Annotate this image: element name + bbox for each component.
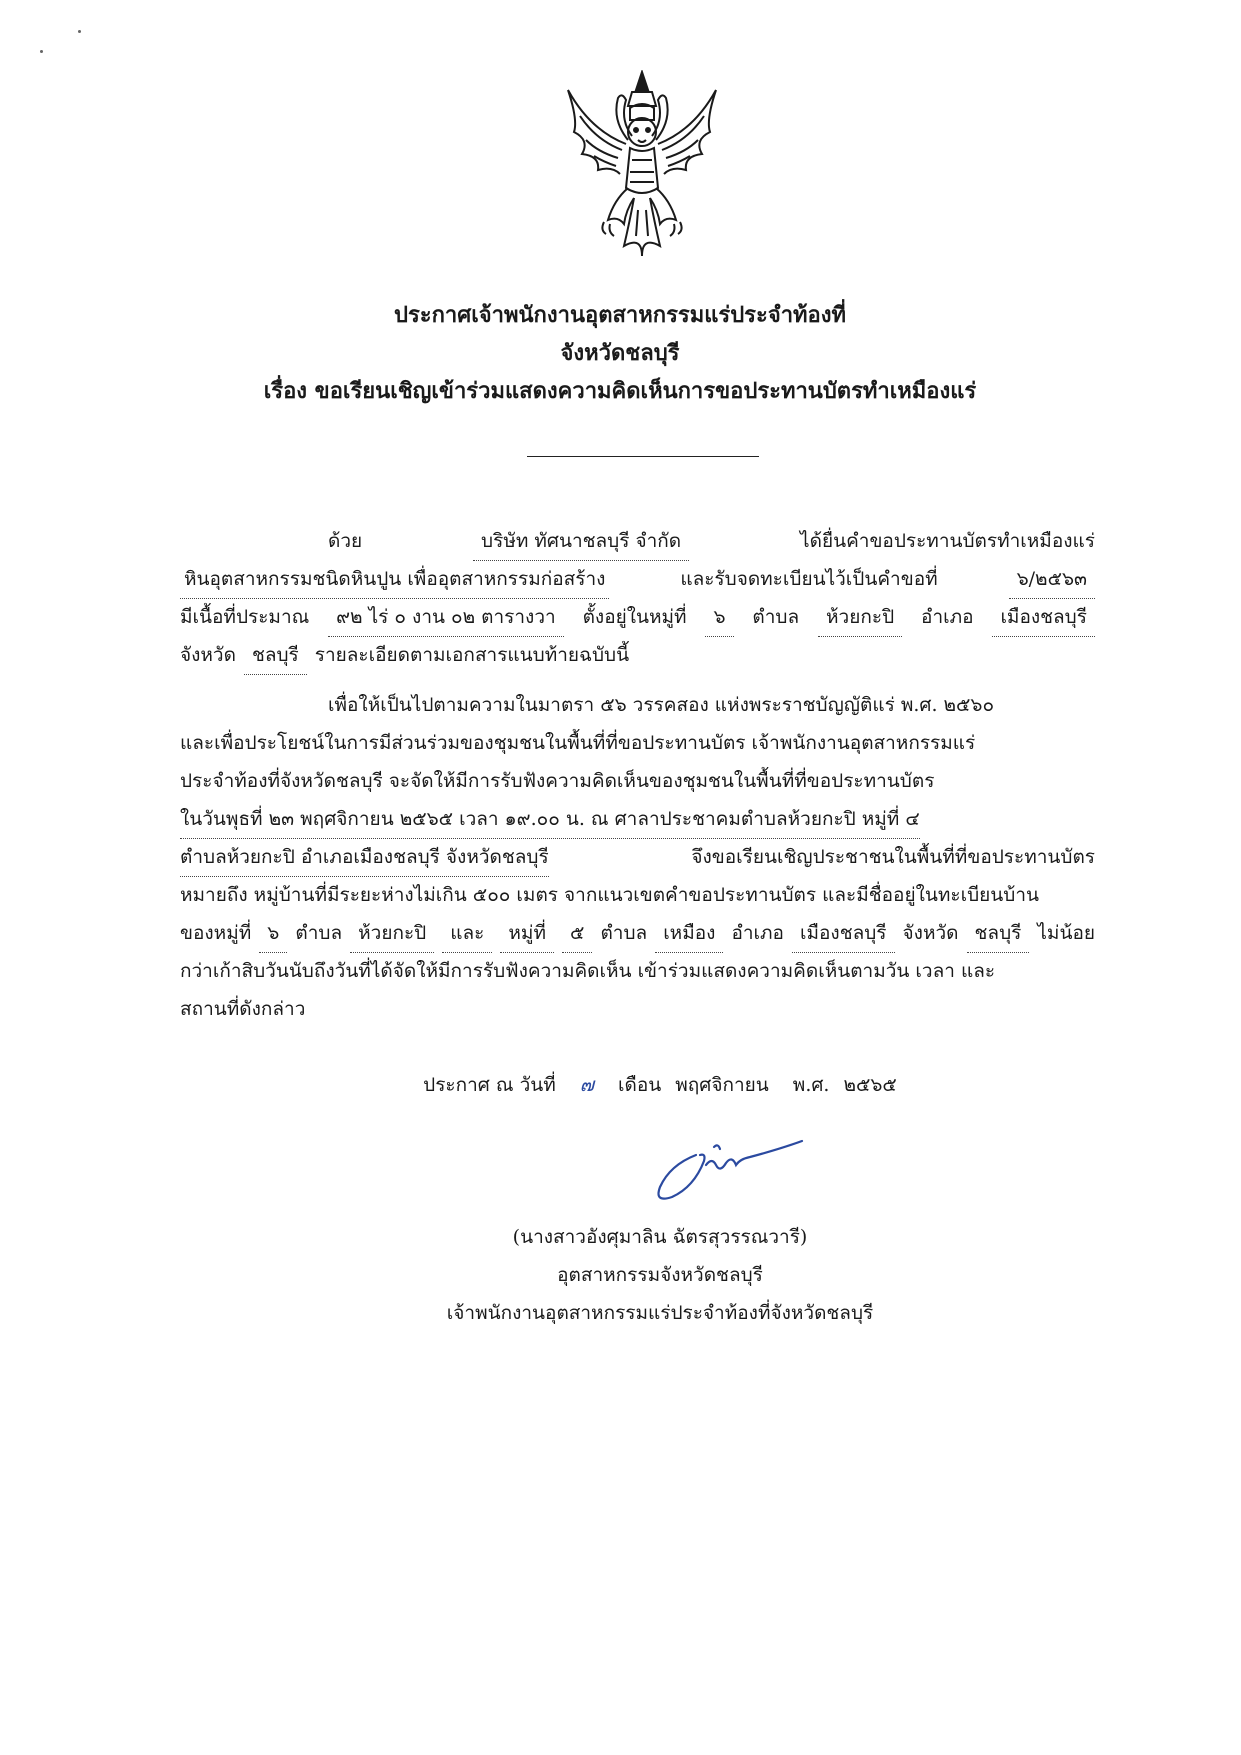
- announcement-subject: เรื่อง ขอเรียนเชิญเข้าร่วมแสดงความคิดเห็นการขอประทานบัตรทำเหมืองแร่: [263, 378, 977, 404]
- scan-speck: [78, 30, 81, 33]
- paragraph-2: [180, 686, 1095, 1046]
- p2-amphoe: เมืองชลบุรี: [792, 914, 895, 953]
- p2-tambon-label-2: ตำบล: [600, 922, 648, 944]
- date-day: ๗: [579, 1074, 595, 1096]
- p2-line-1: [328, 686, 1095, 724]
- p2-tambon-1: ห้วยกะปิ: [350, 914, 434, 953]
- year-label: พ.ศ.: [792, 1074, 830, 1096]
- p2-text-3: ประจำท้องที่จังหวัดชลบุรี จะจัดให้มีการรับฟังความคิดเห็นของชุมชนในพื้นที่ที่ขอประทานบัตร: [180, 770, 935, 792]
- p2-and: และ: [442, 914, 492, 953]
- p2-line-5: [180, 838, 1095, 876]
- company-name: บริษัท ทัศนาชลบุรี จำกัด: [473, 522, 689, 561]
- p1-line-4: [180, 636, 1095, 674]
- p2-moo-2: ๕: [562, 914, 592, 953]
- month-label: เดือน: [618, 1074, 662, 1096]
- p2-province-label: จังหวัด: [902, 922, 959, 944]
- p2-text-8: กว่าเก้าสิบวันนับถึงวันที่ได้จัดให้มีการรับฟังความคิดเห็น เข้าร่วมแสดงความคิดเห็นตามวัน เวลา และ: [180, 960, 996, 982]
- province-value: ชลบุรี: [244, 636, 307, 675]
- announcement-date: [380, 1066, 940, 1104]
- p2-line-7: [180, 914, 1095, 952]
- hearing-date-place: ในวันพุธที่ ๒๓ พฤศจิกายน ๒๕๖๕ เวลา ๑๙.๐๐ น. ณ ศาลาประชาคมตำบลห้วยกะปิ หมู่ที่ ๔: [180, 800, 920, 839]
- p2-province: ชลบุรี: [967, 914, 1030, 953]
- announcement-title: ประกาศเจ้าพนักงานอุตสาหกรรมแร่ประจำท้องที่: [393, 302, 847, 328]
- area-value: ๙๒ ไร่ ๐ งาน ๐๒ ตารางวา: [328, 598, 564, 637]
- p2-line-9: [180, 990, 1095, 1028]
- p1-line-3: [180, 598, 1095, 636]
- p1-intro: ด้วย: [328, 530, 363, 552]
- p2-line-2: [180, 724, 1095, 762]
- signatory-name: (นางสาวอังศุมาลิน ฉัตรสุวรรณวารี): [512, 1226, 808, 1248]
- signatory-position-1: อุตสาหกรรมจังหวัดชลบุรี: [557, 1264, 763, 1286]
- p2-moo-label-2: หมู่ที่: [500, 914, 554, 953]
- p2-line-4: [180, 800, 1095, 838]
- p1-after-company: ได้ยื่นคำขอประทานบัตรทำเหมืองแร่: [800, 530, 1095, 552]
- p2-l7-prefix: ของหมู่ที่: [180, 922, 252, 944]
- amphoe-value: เมืองชลบุรี: [992, 598, 1095, 637]
- p2-text-9: สถานที่ดังกล่าว: [180, 998, 306, 1020]
- p2-text-2: และเพื่อประโยชน์ในการมีส่วนร่วมของชุมชนในพื้นที่ที่ขอประทานบัตร เจ้าพนักงานอุตสาหกรรมแร่: [180, 732, 976, 754]
- p2-amphoe-label: อำเภอ: [731, 922, 784, 944]
- p2-line-6: [180, 876, 1095, 914]
- province-label: จังหวัด: [180, 644, 236, 666]
- title-divider: [527, 456, 759, 457]
- date-prefix: ประกาศ ณ วันที่: [423, 1074, 556, 1096]
- p2-l7-suffix: ไม่น้อย: [1037, 922, 1095, 944]
- located-label: ตั้งอยู่ในหมู่ที่: [582, 606, 687, 628]
- p2-text-6: หมายถึง หมู่บ้านที่มีระยะห่างไม่เกิน ๕๐๐ เมตร จากแนวเขตคำขอประทานบัตร และมีชื่ออยู่ในทะเบียนบ้าน: [180, 884, 1039, 906]
- tambon-value: ห้วยกะปิ: [818, 598, 902, 637]
- announcement-province: จังหวัดชลบุรี: [560, 340, 680, 366]
- p1-line-1: [328, 522, 1095, 560]
- p2-line-8: [180, 952, 1095, 990]
- hearing-location: ตำบลห้วยกะปิ อำเภอเมืองชลบุรี จังหวัดชลบุรี: [180, 838, 549, 877]
- date-month: พฤศจิกายน: [675, 1074, 769, 1096]
- p2-tambon-2: เหมือง: [655, 914, 723, 953]
- tambon-label: ตำบล: [752, 606, 800, 628]
- date-year: ๒๕๖๕: [843, 1074, 897, 1096]
- signatory-position-2: เจ้าพนักงานอุตสาหกรรมแร่ประจำท้องที่จังหวัดชลบุรี: [446, 1302, 874, 1324]
- p1-line-2: [180, 560, 1095, 598]
- p2-text-1: เพื่อให้เป็นไปตามความในมาตรา ๕๖ วรรคสอง แห่งพระราชบัญญัติแร่ พ.ศ. ๒๕๖๐: [328, 694, 995, 716]
- p2-text-5b: จึงขอเรียนเชิญประชาชนในพื้นที่ที่ขอประทานบัตร: [691, 846, 1095, 868]
- p2-line-3: [180, 762, 1095, 800]
- mineral-type: หินอุตสาหกรรมชนิดหินปูน เพื่ออุตสาหกรรมก่อสร้าง: [180, 560, 609, 599]
- garuda-emblem-icon: [560, 70, 724, 260]
- p2-moo-1: ๖: [259, 914, 287, 953]
- details-note: รายละเอียดตามเอกสารแนบท้ายฉบับนี้: [314, 644, 630, 666]
- amphoe-label: อำเภอ: [921, 606, 974, 628]
- area-label: มีเนื้อที่ประมาณ: [180, 606, 310, 628]
- p1-registered: และรับจดทะเบียนไว้เป็นคำขอที่: [680, 568, 938, 590]
- request-number: ๖/๒๕๖๓: [1009, 560, 1095, 599]
- moo-value: ๖: [705, 598, 733, 637]
- scan-speck: [40, 50, 43, 53]
- signature-icon: [650, 1125, 810, 1215]
- p2-tambon-label-1: ตำบล: [295, 922, 343, 944]
